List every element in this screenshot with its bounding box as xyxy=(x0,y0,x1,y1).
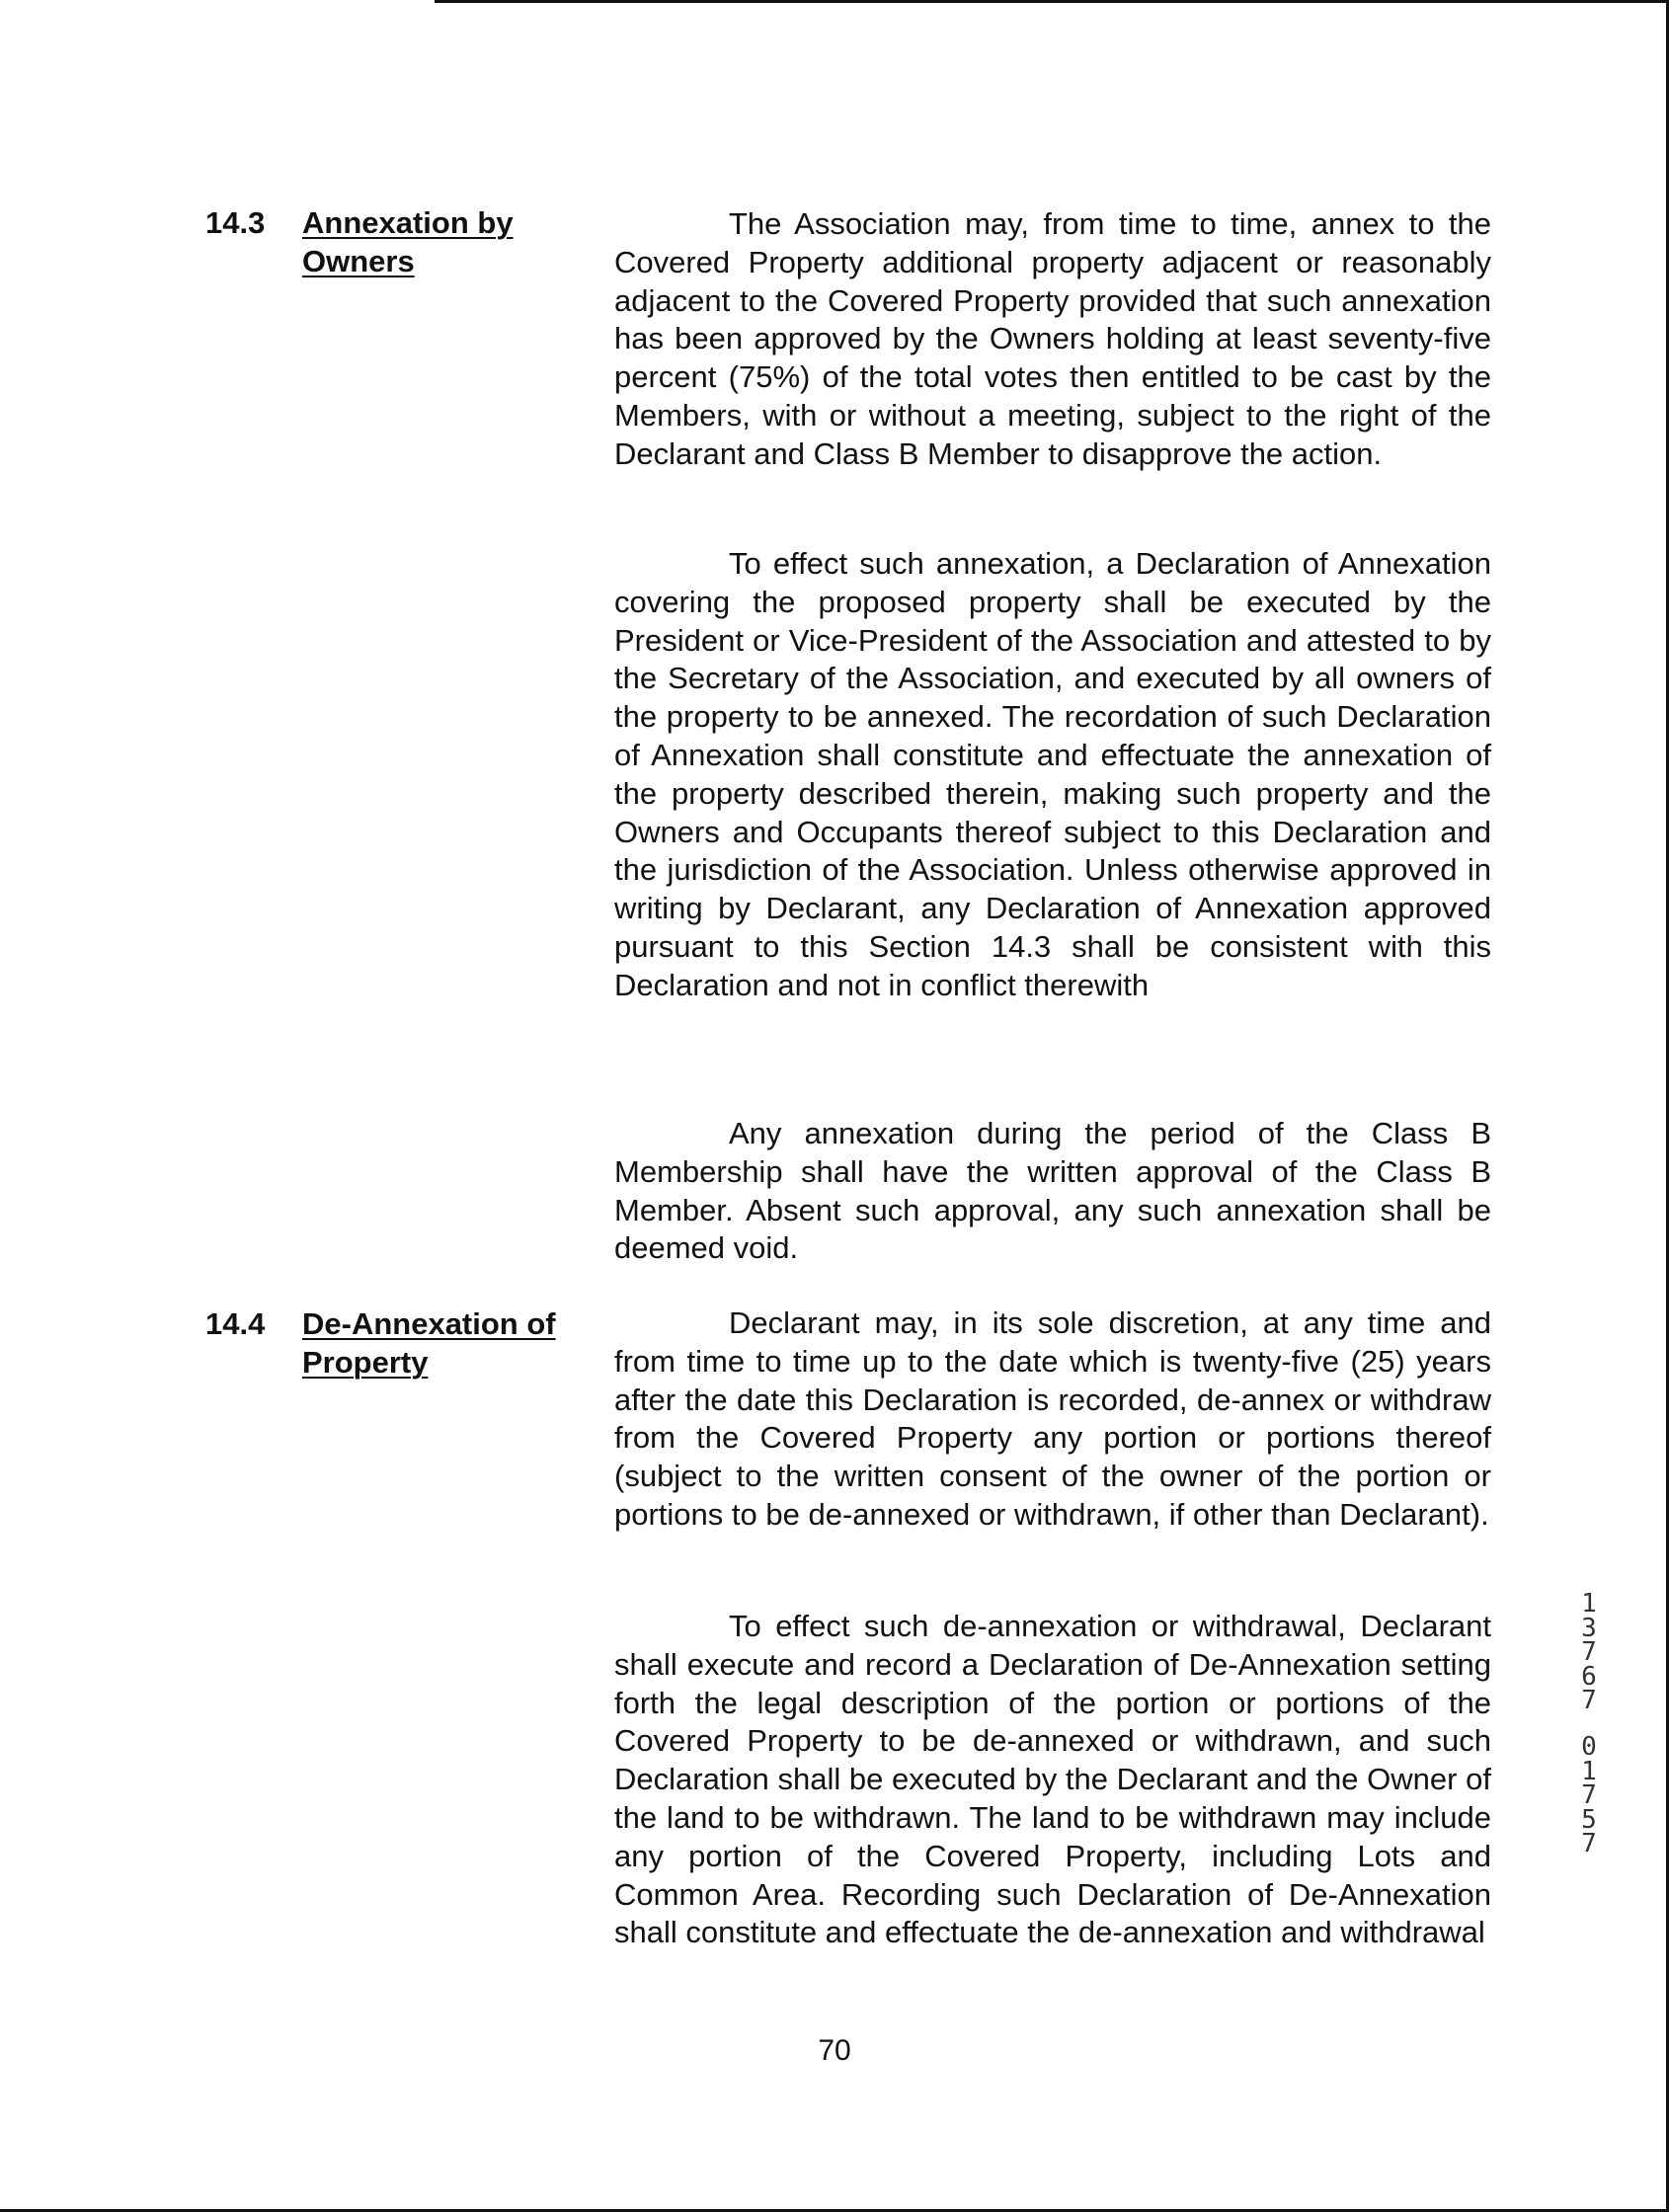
section-paragraph: The Association may, from time to time, annex to the Covered Property additional property adjacent or reasonably adjacent to the Covered Property provided that such annexation has been approved by the Owners holding at least seventy-five percent (75%) of the total votes then entitled to be cast by the Members, with or without a meeting, subject to the right of the Declarant and Class B Member to disapprove the action. xyxy=(614,206,1491,471)
page-number: 70 xyxy=(818,2034,851,2067)
stamp-digit: 7 xyxy=(1581,1686,1597,1716)
stamp-digit: 7 xyxy=(1581,1637,1597,1668)
stamp-digit: 1 xyxy=(1581,1589,1597,1619)
section-number: 14.3 xyxy=(205,205,266,240)
section-number: 14.4 xyxy=(205,1306,266,1341)
stamp-digit: 6 xyxy=(1581,1661,1597,1692)
section-heading: Annexation by Owners xyxy=(302,205,514,278)
stamp-digit: 3 xyxy=(1581,1613,1597,1643)
top-border-line xyxy=(435,0,1669,3)
stamp-digit: 7 xyxy=(1581,1780,1597,1811)
stamp-digit: 1 xyxy=(1581,1756,1597,1786)
section-paragraph: Any annexation during the period of the Class B Membership shall have the written approval of the Class B Member. Absent such approval, any such annexation shall be deemed void. xyxy=(614,1116,1491,1266)
margin-recording-stamp xyxy=(1576,1589,1602,1859)
stamp-digit: 7 xyxy=(1581,1829,1597,1859)
section-paragraph: Declarant may, in its sole discretion, at any time and from time to time up to the date which is twenty-five (25) years after the date this Declaration is recorded, de-annex or withdraw from the Covered Property any portion or portions thereof (subject to the written consent of the owner of the portion or portions to be de-annexed or withdrawn, if other than Declarant). xyxy=(614,1305,1491,1532)
stamp-digit: 0 xyxy=(1581,1731,1597,1762)
section-heading: De-Annexation of Property xyxy=(302,1306,556,1380)
stamp-digit: 5 xyxy=(1581,1804,1597,1835)
section-paragraph: To effect such de-annexation or withdrawal, Declarant shall execute and record a Declaration of De-Annexation setting forth the legal description of the portion or portions of the Covered Property to be de-annexed or withdrawn, and such Declaration shall be executed by the Declarant and the Owner of the land to be withdrawn. The land to be withdrawn may include any portion of the Covered Property, including Lots and Common Area. Recording such Declaration of De-Annexation shall constitute and effectuate the de-annexation and withdrawal xyxy=(614,1609,1491,1950)
section-paragraph: To effect such annexation, a Declaration of Annexation covering the proposed property shall be executed by the President or Vice-President of the Association and attested to by the Secretary of the Association, and executed by all owners of the property to be annexed. The recordation of such Declaration of Annexation shall constitute and effectuate the annexation of the property described therein, making such property and the Owners and Occupants thereof subject to this Declaration and the jurisdiction of the Association. Unless otherwise approved in writing by Declarant, any Declaration of Annexation approved pursuant to this Section 14.3 shall be consistent with this Declaration and not in conflict therewith xyxy=(614,546,1491,1002)
